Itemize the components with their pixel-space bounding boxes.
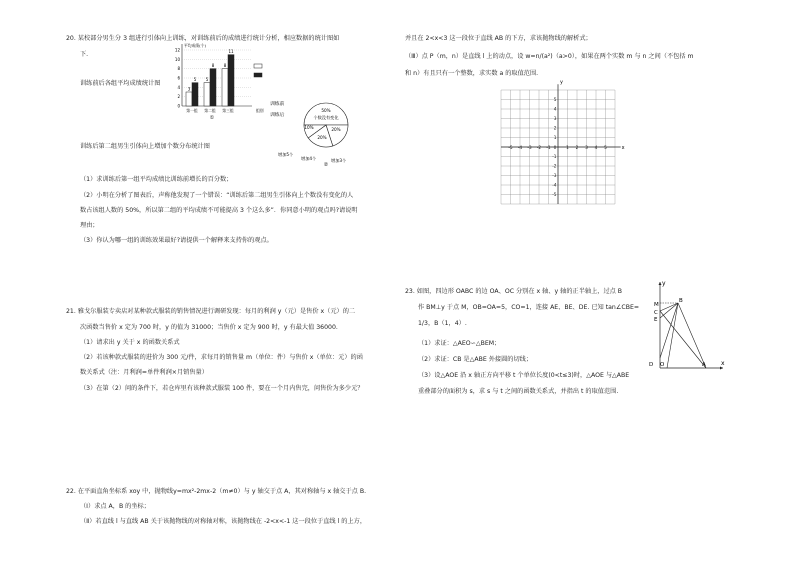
grid-x-tick-label: 5 <box>604 146 607 151</box>
bar-after-1 <box>210 69 216 106</box>
q23-line2: 作 BM⊥y 于点 M，OB=OA=5，CO=1，连接 AE、BE、DE. 已知 tan∠CBE= <box>418 304 640 311</box>
q22-cont2b: 和 n）有且只有一个整数，求实数 a 的取值范围. <box>405 70 539 77</box>
q23-sub3b: 重叠部分的面积为 s，求 s 与 t 之间的函数关系式，并指出 t 的取值范围. <box>418 388 619 395</box>
geo-label-o: O <box>660 362 665 368</box>
grid-x-tick-label: 3 <box>585 146 588 151</box>
grid-y-tick-label: -2 <box>552 164 557 170</box>
grid-y-tick-label: -5 <box>552 193 557 198</box>
bar-data-label: 3 <box>187 86 191 92</box>
grid-y-tick-label: -1 <box>552 155 557 160</box>
pie-legend-after: 训练后 <box>270 113 285 118</box>
grid-x-tick-label: -5 <box>508 146 513 151</box>
q20-sub2c: 理由； <box>80 222 99 229</box>
bar-legend-swatch-after <box>254 73 262 77</box>
q22-cont2a: （Ⅲ）点 P（m，n）是直线 l 上的动点，设 w=n/(a²)（a>0），如果在两个实数 m 与 n 之间（不包括 m <box>405 53 694 60</box>
bar-figure-label: ① <box>209 115 215 121</box>
grid-x-tick-label: 1 <box>566 146 569 151</box>
chart2-caption: 训练后第二组男生引体向上增加个数分布统计图 <box>80 143 210 150</box>
grid-y-label: y <box>560 79 563 86</box>
geo-label-c: C <box>654 310 658 316</box>
bar-category-label: 第一组 <box>186 108 198 113</box>
q21-line1: 21. 雅戈尔服装专卖店对某种款式服装的销售情况进行调研发现：每月的利润 y（元）是售价 x（元）的二 <box>66 308 356 315</box>
bar-after-0 <box>192 83 198 106</box>
grid-x-tick-label: 2 <box>575 146 579 151</box>
bar-x-axis-label: 组别 <box>256 108 264 113</box>
coordinate-grid <box>503 79 625 202</box>
pie-legend-before: 训练前 <box>270 102 285 107</box>
bar-data-label: 5 <box>205 77 209 83</box>
bar-data-label: 11 <box>228 49 234 55</box>
bar-y-axis-label: 平均成绩(个) <box>184 43 206 48</box>
bar-data-label: 8 <box>223 63 227 69</box>
bar-chart <box>168 40 268 120</box>
q20-line1: 20. 某校部分男生分 3 组进行引体向上训练，对训练前后的成绩进行统计分析，相应数据的统计图如 <box>66 35 340 42</box>
pie-slice-name-label: 增加5个 <box>278 152 294 157</box>
grid-x-tick-label: -3 <box>527 146 532 151</box>
chart1-caption: 训练前后各组平均成绩统计图 <box>80 80 161 87</box>
bar-before-2 <box>222 69 228 106</box>
bar-y-tick-label: 2 <box>177 94 180 100</box>
bar-y-tick-label: 8 <box>177 66 180 72</box>
geometry-figure <box>648 278 728 373</box>
bar-y-tick-label: 4 <box>177 84 180 90</box>
bar-after-2 <box>228 55 234 106</box>
grid-x-tick-label: 0 <box>553 146 557 151</box>
bar-before-1 <box>204 83 210 106</box>
grid-y-tick-label: -4 <box>552 183 557 189</box>
q22-sub1: （Ⅰ）求点 A，B 的坐标； <box>80 503 150 510</box>
bar-y-tick-label: 10 <box>174 56 180 62</box>
q22-sub2: （Ⅱ）若直线 l 与直线 AB 关于该抛物线的对称轴对称，该抛物线在 -2<x<-1 这一段位于直线 l 的上方， <box>80 518 367 525</box>
q23-sub3a: （3）设△AOE 沿 x 轴正方向平移 t 个单位长度(0<t≤3)时，△AOE 与△ABE <box>418 372 630 379</box>
pie-chart <box>258 98 368 168</box>
bar-category-label: 第三组 <box>222 108 234 113</box>
grid-y-tick-label: -3 <box>552 174 557 179</box>
geo-label-y: y <box>662 280 666 287</box>
bar-category-label: 第二组 <box>204 108 216 113</box>
grid-y-tick-label: 4 <box>553 107 557 113</box>
q21-sub2b: 数关系式（注：月利润=单件利润×月销售量） <box>80 369 208 376</box>
grid-y-tick-label: 3 <box>553 117 557 122</box>
q20-line2: 下. <box>80 51 89 58</box>
geo-label-d: D <box>649 362 654 368</box>
pie-slice-0 <box>304 103 348 125</box>
bar-before-0 <box>186 92 192 106</box>
bar-data-label: 5 <box>193 77 197 83</box>
pie-slice-value-label: 20% <box>317 135 327 140</box>
bar-y-tick-label: 0 <box>177 103 180 109</box>
bar-legend-swatch-before <box>254 64 262 68</box>
geo-label-e: E <box>654 317 658 323</box>
bar-data-label: 8 <box>211 63 215 69</box>
q21-sub2a: （2）若该种款式服装的进价为 300 元/件，求每月的销售量 m（单位：件）与售价 x（单位：元）的函 <box>80 354 363 361</box>
q22-cont1: 并且在 2<x<3 这一段位于直线 AB 的下方，求该抛物线的解析式； <box>405 35 592 42</box>
q20-sub1: （1）求训练后第一组平均成绩比训练前增长的百分数； <box>80 176 233 183</box>
pie-slice-value-label: 20% <box>331 127 341 132</box>
grid-x-tick-label: -2 <box>536 146 542 151</box>
grid-x-tick-label: -4 <box>517 146 523 151</box>
grid-y-tick-label: 1 <box>553 136 557 141</box>
pie-slice-name-label: 个数没有变化 <box>313 115 339 120</box>
q22-line1: 22. 在平面直角坐标系 xoy 中，抛物线y=mx²-2mx-2（m≠0）与 y 轴交于点 A，其对称轴与 x 轴交于点 B. <box>66 488 367 495</box>
q23-line3: 1/3，B（1，4）. <box>418 320 467 327</box>
q20-sub2b: 数占该组人数的 50%，所以第二组的平均成绩不可能提高 3 个这么多”．你同意小明的观点吗?请说明 <box>80 207 358 214</box>
q23-sub2: （2）求证：CB 是△ABE 外接圆的切线； <box>418 356 533 363</box>
grid-y-tick-label: 5 <box>553 98 557 103</box>
q20-sub2a: （2）小明在分析了图表后，声称他发现了一个错误：“训练后第二组男生引体向上个数没有变化的人 <box>80 192 354 199</box>
grid-x-tick-label: 4 <box>594 146 598 151</box>
q23-line1: 23. 如图，四边形 OABC 的边 OA、OC 分别在 x 轴、y 轴的正半轴上，过点 B <box>405 288 623 295</box>
geo-label-b: B <box>679 298 683 304</box>
grid-y-tick-label: 2 <box>553 126 557 132</box>
geo-label-m: M <box>654 302 659 308</box>
q23-sub1: （1）求证：△AEO∽△BEM； <box>418 340 501 347</box>
q21-sub1: （1）请求出 y 关于 x 的函数关系式 <box>80 339 180 346</box>
pie-slice-name-label: 增加3个 <box>331 158 347 163</box>
pie-slice-value-label: 50% <box>321 108 331 113</box>
geo-label-a: A <box>702 362 706 368</box>
q20-sub3: （3）你认为哪一组的训练效果最好?请提供一个解释来支持你的观点。 <box>80 237 273 244</box>
grid-x-tick-label: -1 <box>546 146 551 151</box>
geo-label-x: x <box>721 360 725 367</box>
q21-line2: 次函数当售价 x 定为 700 时，y 的值为 31000；当售价 x 定为 900 时，y 有最大值 36000. <box>80 324 338 331</box>
pie-slice-name-label: 增加4个 <box>301 156 317 161</box>
q21-sub3: （3）在第（2）问的条件下，若仓库里有该种款式服装 100 件，要在一个月内售完，问售价为多少元？ <box>80 385 364 392</box>
pie-slice-value-label: 10% <box>304 125 314 130</box>
grid-x-label: x <box>621 145 625 151</box>
bar-y-tick-label: 6 <box>177 75 180 81</box>
bar-y-tick-label: 12 <box>174 47 180 53</box>
pie-figure-label: ② <box>323 162 329 168</box>
